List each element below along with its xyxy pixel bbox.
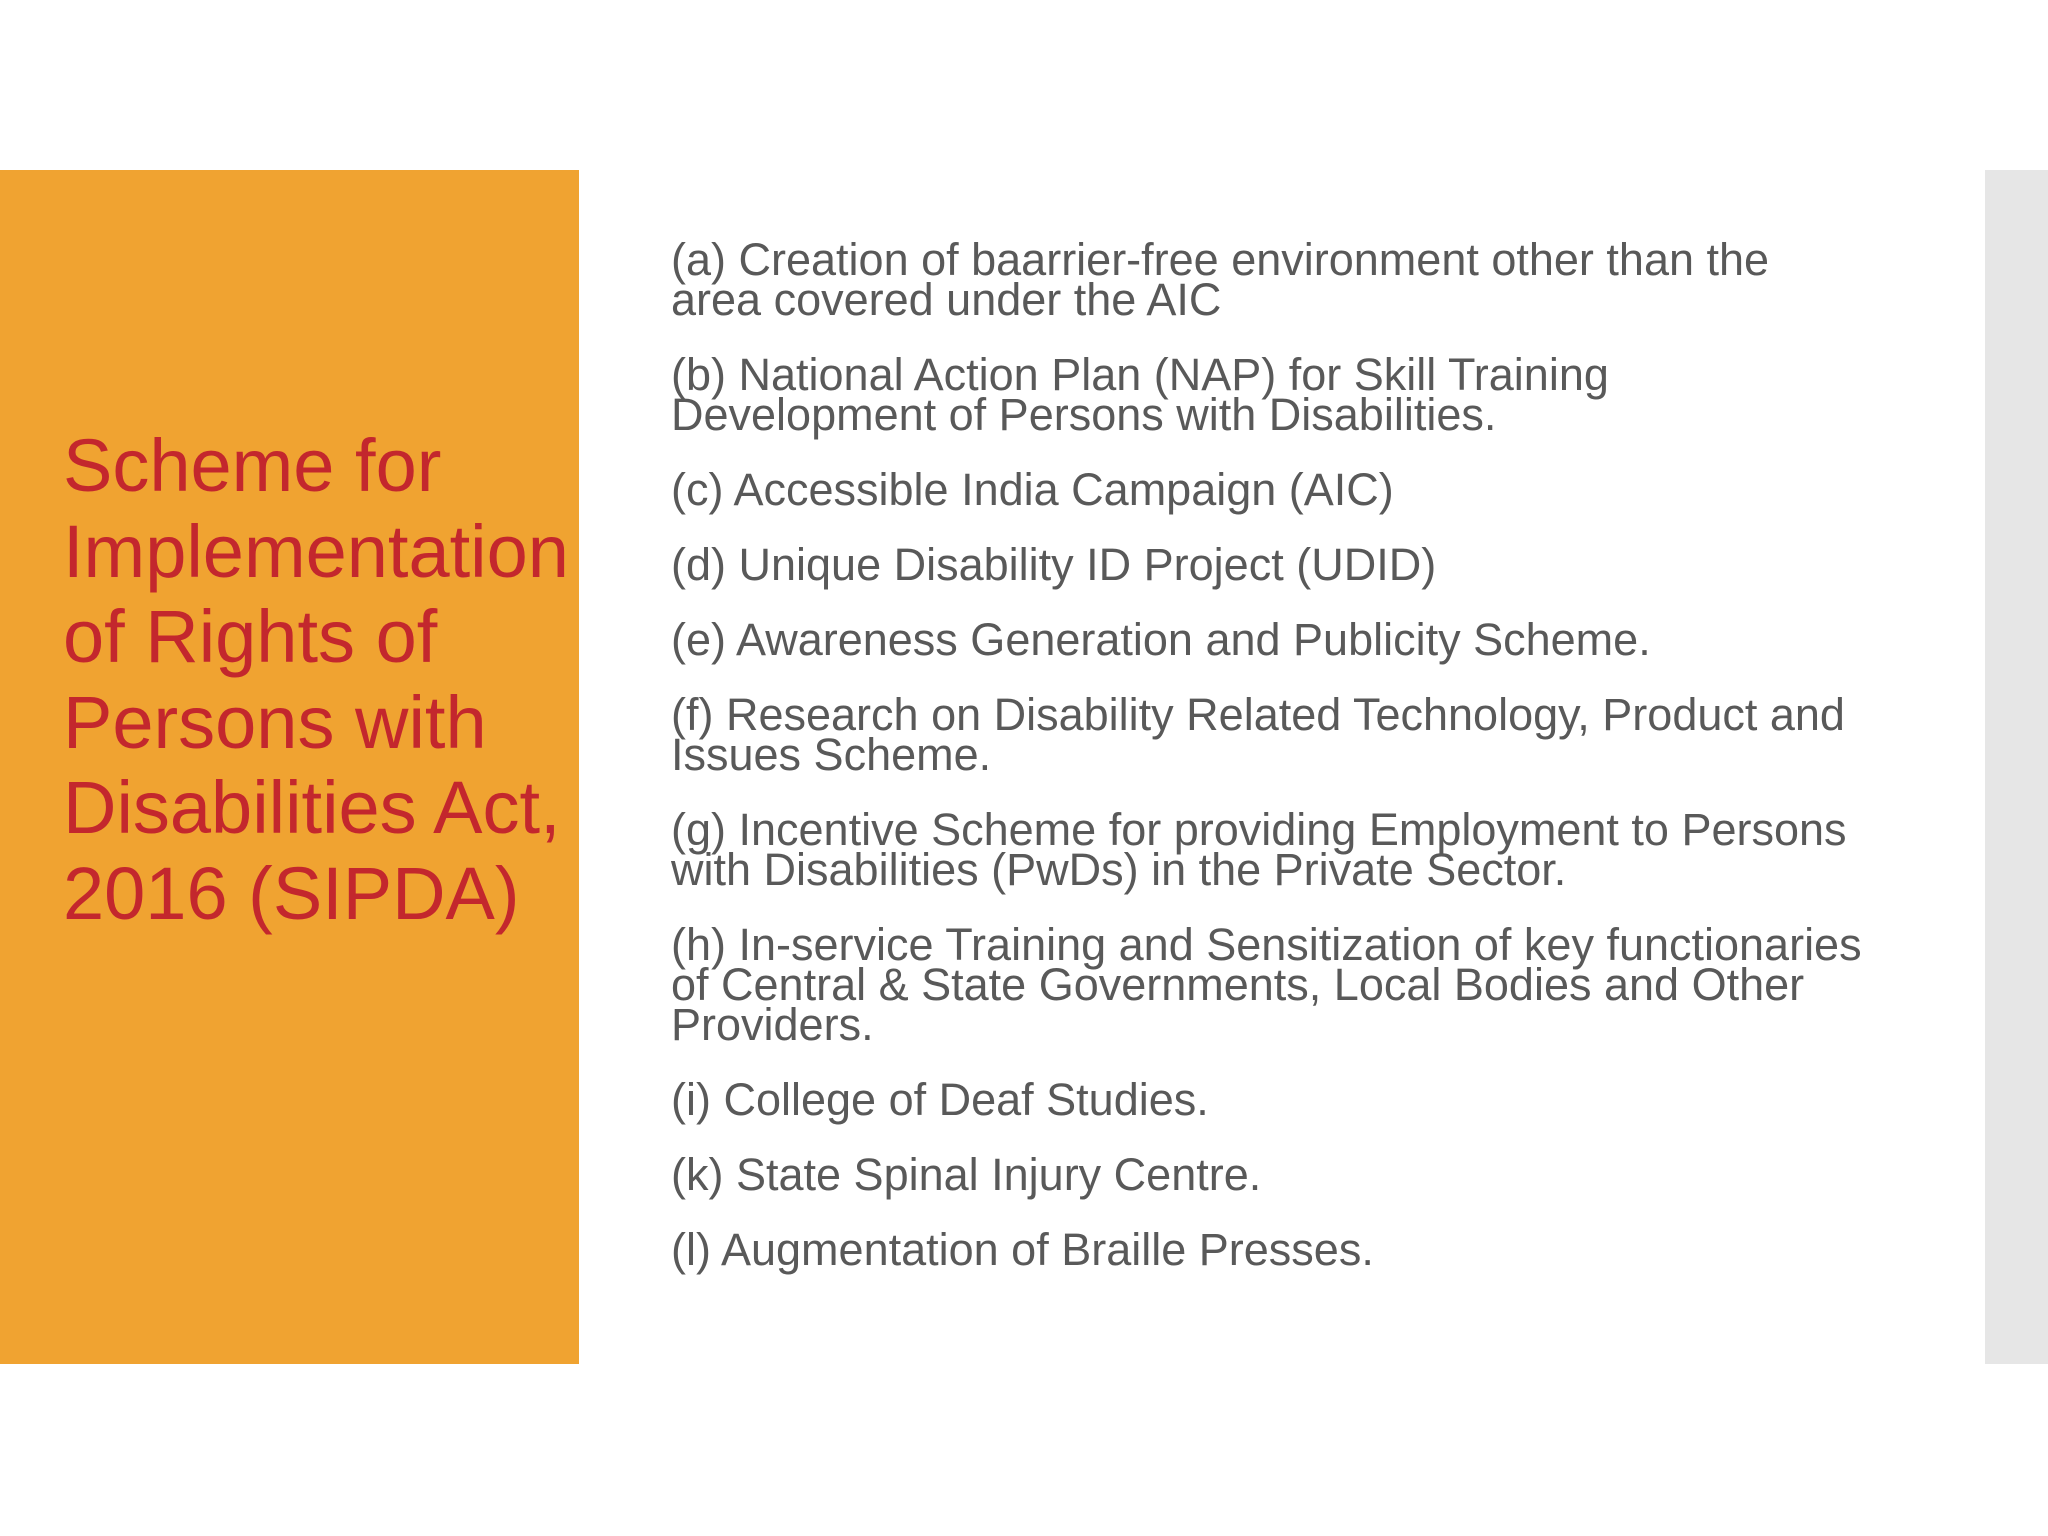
list-item: (b) National Action Plan (NAP) for Skill Training Development of Persons with Disabilities.	[671, 349, 1609, 440]
list-item: (g) Incentive Scheme for providing Employment to Persons with Disabilities (PwDs) in the Private Sector.	[671, 804, 1847, 895]
list-item: (l) Augmentation of Braille Presses.	[671, 1224, 1374, 1275]
scheme-list	[671, 234, 1871, 1305]
slide-title: Scheme for Implementation of Rights of Persons with Disabilities Act, 2016 (SIPDA)	[63, 424, 569, 935]
list-item: (d) Unique Disability ID Project (UDID)	[671, 539, 1437, 590]
list-item: (f) Research on Disability Related Technology, Product and Issues Scheme.	[671, 689, 1845, 780]
list-item: (i) College of Deaf Studies.	[671, 1074, 1209, 1125]
list-item: (e) Awareness Generation and Publicity Scheme.	[671, 614, 1651, 665]
list-item: (k) State Spinal Injury Centre.	[671, 1149, 1262, 1200]
list-item: (c) Accessible India Campaign (AIC)	[671, 464, 1394, 515]
list-item: (a) Creation of baarrier-free environment other than the area covered under the AIC	[671, 234, 1770, 325]
list-item: (h) In-service Training and Sensitization of key functionaries of Central & State Governments, Local Bodies and Other Providers.	[671, 919, 1862, 1050]
right-margin-strip	[1985, 170, 2048, 1364]
